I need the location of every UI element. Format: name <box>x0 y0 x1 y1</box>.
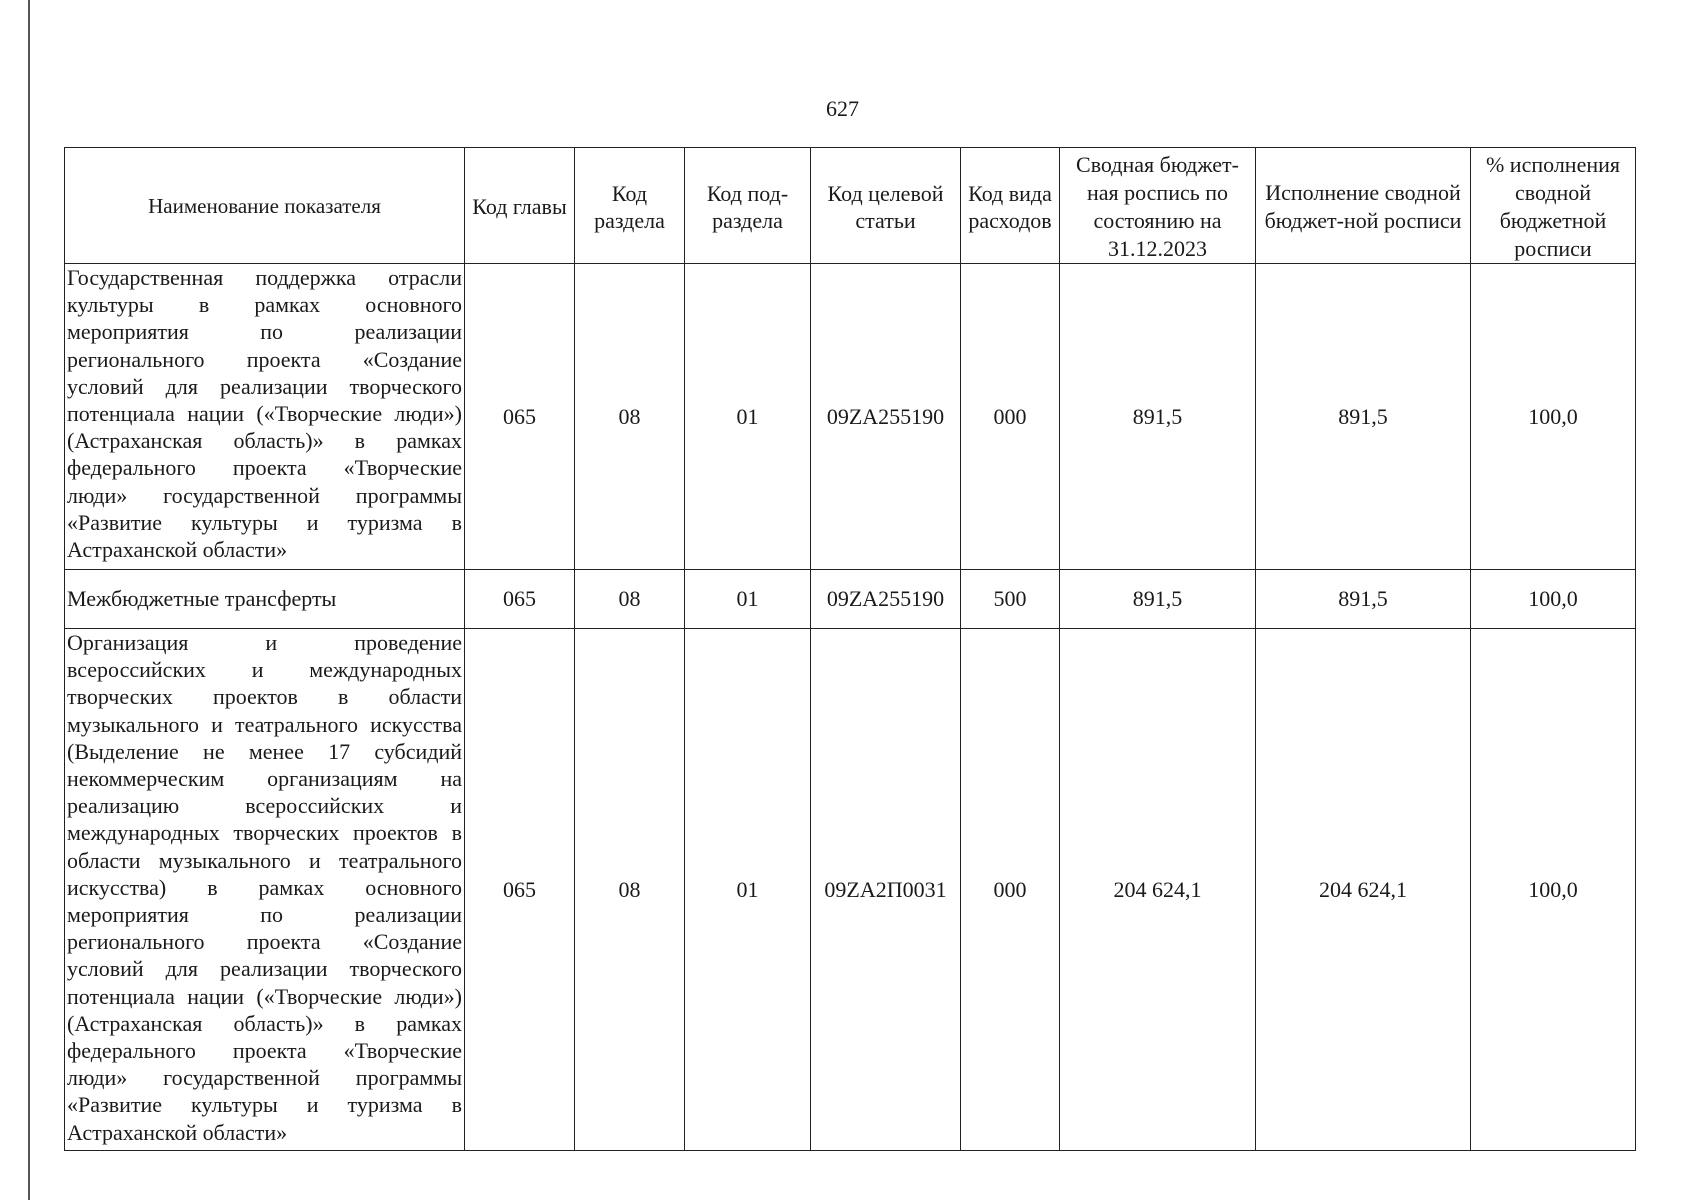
row-ispolnenie: 891,5 <box>1256 264 1471 570</box>
row-percent: 100,0 <box>1471 629 1636 1151</box>
row-kod-razdela: 08 <box>575 264 685 570</box>
row-percent: 100,0 <box>1471 264 1636 570</box>
row-kod-vida-rashodov: 000 <box>961 264 1060 570</box>
row-ispolnenie: 891,5 <box>1256 570 1471 629</box>
row-kod-podrazdela: 01 <box>685 264 811 570</box>
row-kod-glavy: 065 <box>465 629 575 1151</box>
budget-execution-table <box>64 147 1636 1151</box>
page-margin-line <box>28 0 30 1200</box>
row-svodnaya-rospis: 204 624,1 <box>1060 629 1256 1151</box>
row-name: Организация и проведение всероссийских и международных творческих проектов в области музыкального и театрального искусства (Выделение не менее 17 субсидий некоммерческим организациям на реализацию всероссийских и международных творческих проектов в области музыкального и театрального искусства) в рамках основного мероприятия по реализации регионального проекта «Создание условий для реализации творческого потенциала нации («Творческие люди») (Астраханская область)» в рамках федерального проекта «Творческие люди» государственной программы «Развитие культуры и туризма в Астраханской области» <box>65 629 465 1151</box>
table-row <box>65 570 1636 629</box>
header-kod-celevoy-stati: Код целевой статьи <box>811 148 961 264</box>
row-svodnaya-rospis: 891,5 <box>1060 264 1256 570</box>
header-kod-razdela: Код раздела <box>575 148 685 264</box>
table-row <box>65 629 1636 1151</box>
row-kod-celevoy-stati: 09ZA255190 <box>811 570 961 629</box>
row-ispolnenie: 204 624,1 <box>1256 629 1471 1151</box>
row-percent: 100,0 <box>1471 570 1636 629</box>
row-kod-vida-rashodov: 000 <box>961 629 1060 1151</box>
row-name: Государственная поддержка отрасли культуры в рамках основного мероприятия по реализации регионального проекта «Создание условий для реализации творческого потенциала нации («Творческие люди») (Астраханская область)» в рамках федерального проекта «Творческие люди» государственной программы «Развитие культуры и туризма в Астраханской области» <box>65 264 465 570</box>
header-svodnaya-rospis: Сводная бюджет-ная роспись по состоянию на 31.12.2023 <box>1060 148 1256 264</box>
table-header-row <box>65 148 1636 264</box>
row-kod-celevoy-stati: 09ZA2П0031 <box>811 629 961 1151</box>
row-kod-podrazdela: 01 <box>685 629 811 1151</box>
row-kod-razdela: 08 <box>575 570 685 629</box>
header-percent-ispolneniya: % исполнения сводной бюджетной росписи <box>1471 148 1636 264</box>
row-kod-razdela: 08 <box>575 629 685 1151</box>
row-svodnaya-rospis: 891,5 <box>1060 570 1256 629</box>
header-ispolnenie: Исполнение сводной бюджет-ной росписи <box>1256 148 1471 264</box>
row-kod-celevoy-stati: 09ZA255190 <box>811 264 961 570</box>
header-kod-glavy: Код главы <box>465 148 575 264</box>
page-number: 627 <box>826 96 859 121</box>
row-kod-glavy: 065 <box>465 570 575 629</box>
header-name: Наименование показателя <box>65 148 465 264</box>
header-kod-vida-rashodov: Код вида расходов <box>961 148 1060 264</box>
header-kod-podrazdela: Код под-раздела <box>685 148 811 264</box>
table-row <box>65 264 1636 570</box>
row-name: Межбюджетные трансферты <box>65 570 465 629</box>
row-kod-glavy: 065 <box>465 264 575 570</box>
row-kod-podrazdela: 01 <box>685 570 811 629</box>
row-kod-vida-rashodov: 500 <box>961 570 1060 629</box>
